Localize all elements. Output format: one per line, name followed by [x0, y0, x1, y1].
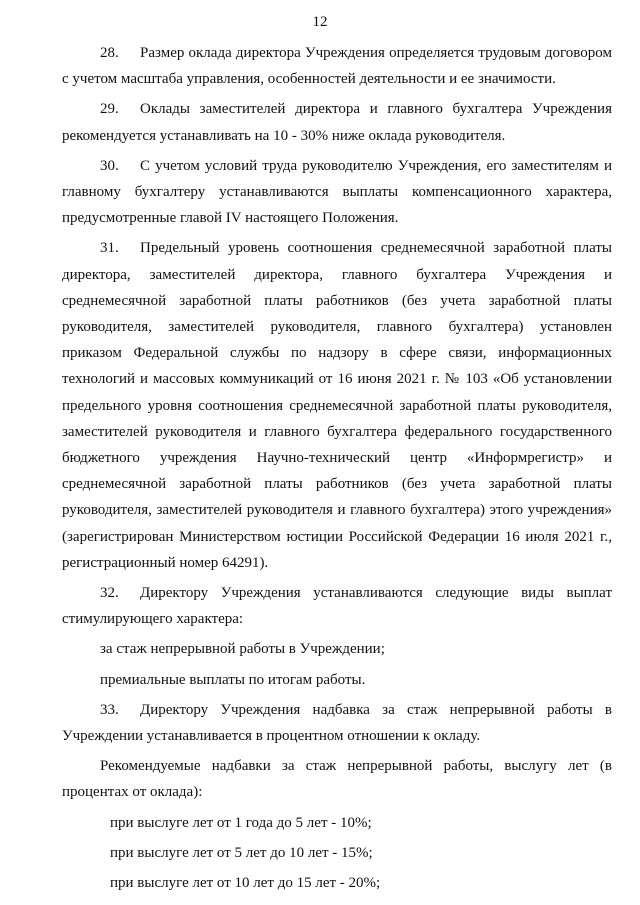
paragraph-number: 28.	[100, 45, 119, 61]
paragraph-33	[62, 697, 612, 749]
list-item: премиальные выплаты по итогам работы.	[100, 671, 366, 688]
paragraph-text: Размер оклада директора Учреждения определяется трудовым договором с учетом масштаба управления, особенностей деятельности и ее значимости.	[62, 45, 612, 88]
paragraph-text: С учетом условий труда руководителю Учреждения, его заместителям и главному бухгалтеру устанавливаются выплаты компенсационного характера, предусмотренные главой IV настоящего Положения.	[62, 157, 612, 227]
list-item: при выслуге лет от 5 лет до 10 лет - 15%;	[110, 844, 373, 861]
list-item: при выслуге лет от 1 года до 5 лет - 10%;	[110, 814, 372, 831]
paragraph-number: 32.	[100, 585, 119, 602]
paragraph-number: 33.	[100, 701, 119, 718]
page-number: 12	[312, 14, 328, 30]
paragraph-31	[62, 235, 612, 576]
paragraph-30	[62, 153, 612, 232]
paragraph-number: 30.	[100, 157, 119, 174]
paragraph-29	[62, 96, 612, 148]
paragraph-text: Директору Учреждения устанавливаются следующие виды выплат стимулирующего характера:	[62, 585, 612, 628]
paragraph-text: Предельный уровень соотношения среднемесячной заработной платы директора, заместителей директора, главного бухгалтера Учреждения и среднемесячной заработной платы работников (без учета заработной платы руководителя, заместителей руководителя, главного бухгалтера) установлен приказом Федеральной службы по надзору в сфере связи, информационных технологий и массовых коммуникаций от 16 июня 2021 г. № 103 «Об установлении предельного уровня соотношения среднемесячной заработной платы руководителя, заместителей руководителя и главного бухгалтера федерального государственного бюджетного учреждения Научно-технический центр «Информрегистр» и среднемесячной заработной платы работников (без учета заработной платы руководителя, заместителей руководителя и главного бухгалтера) этого учреждения» (зарегистрирован Министерством юстиции Российской Федерации 16 июля 2021 г., регистрационный номер 64291).	[62, 240, 612, 571]
paragraph-number: 31.	[100, 240, 119, 257]
list-item: за стаж непрерывной работы в Учреждении;	[100, 641, 385, 658]
paragraph-32	[62, 580, 612, 632]
document-body	[62, 40, 612, 900]
paragraph-number: 29.	[100, 101, 119, 118]
paragraph-text: Оклады заместителей директора и главного бухгалтера Учреждения рекомендуется устанавливать на 10 - 30% ниже оклада руководителя.	[62, 101, 612, 144]
paragraph-text: Директору Учреждения надбавка за стаж непрерывной работы в Учреждении устанавливается в процентном отношении к окладу.	[62, 701, 612, 745]
recommended-allowances: Рекомендуемые надбавки за стаж непрерывной работы, выслугу лет (в процентах от оклада):	[62, 758, 612, 801]
paragraph-28	[62, 40, 612, 92]
list-item: при выслуге лет от 10 лет до 15 лет - 20%;	[110, 875, 381, 892]
